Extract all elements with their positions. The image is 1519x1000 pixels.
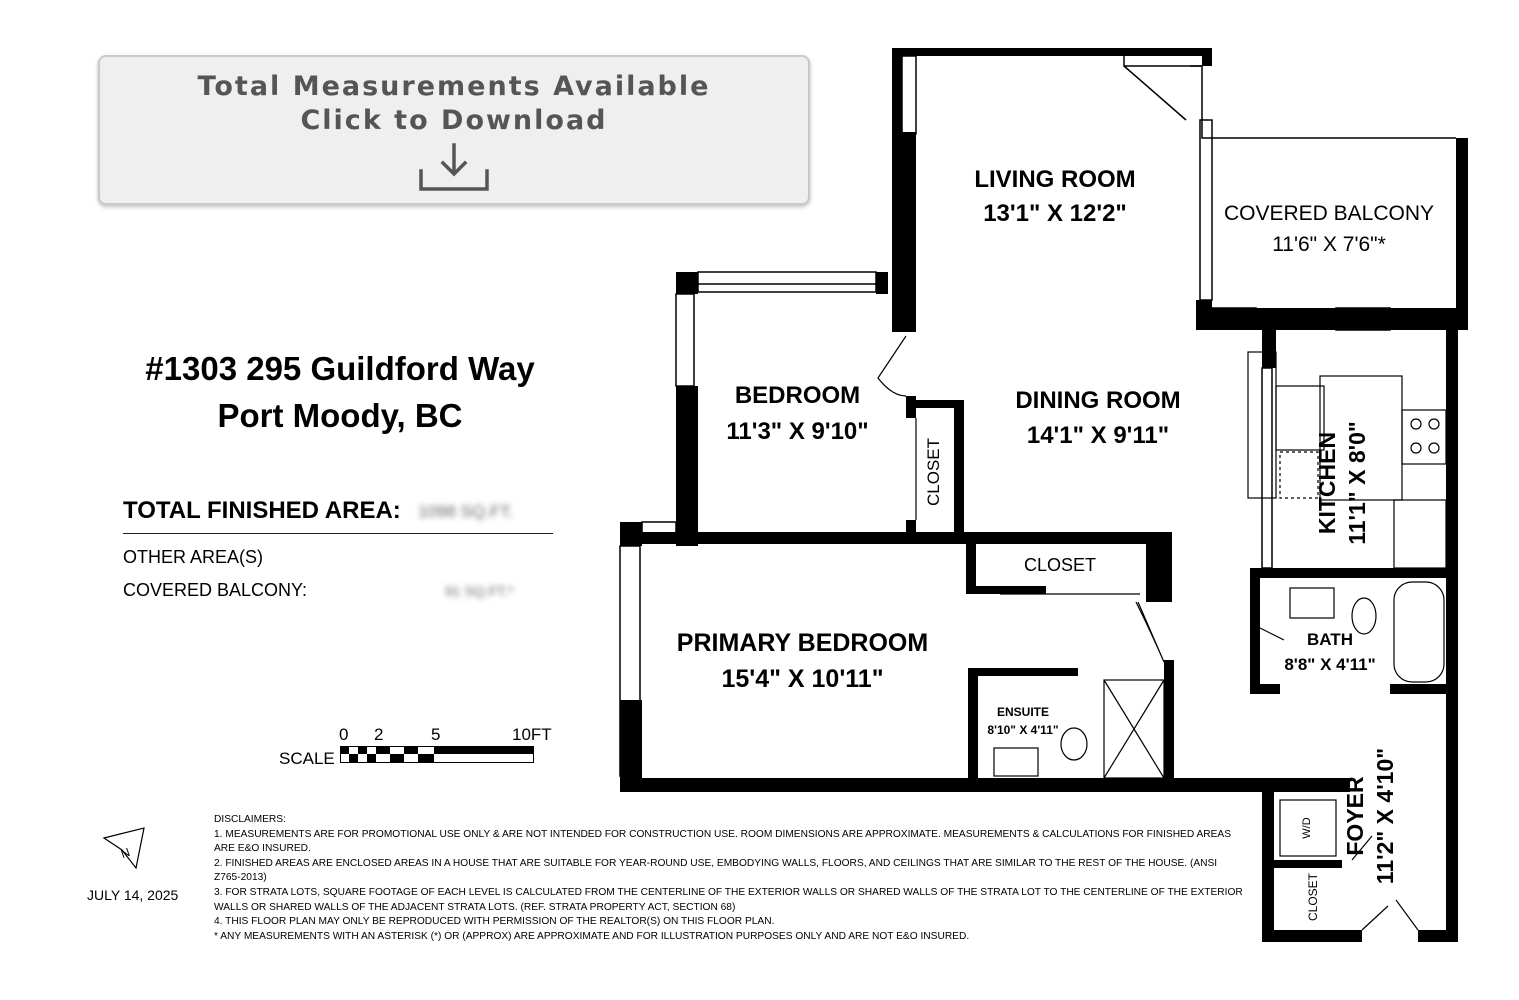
bath-dims: 8'8" X 4'11" — [1284, 655, 1376, 674]
other-areas-label: OTHER AREA(S) — [123, 547, 264, 567]
covered-balcony-dims: 11'6" X 7'6"* — [1272, 233, 1386, 256]
bedroom-name: BEDROOM — [734, 382, 861, 409]
disclaimer-item: 3. FOR STRATA LOTS, SQUARE FOOTAGE OF EACH LEVEL IS CALCULATED FROM THE CENTERLINE OF THE EXTERIOR WALLS OR SHARED WALLS OF THE STRATA LOT TO THE CENTERLINE OF THE EXTERIOR WALLS OR SHARED WALLS OF THE ADJACENT STRATA LOTS. (REF. STRATA PROPERTY ACT, SECTION 68) — [214, 886, 1243, 913]
disclaimer-item: * ANY MEASUREMENTS WITH AN ASTERISK (*) OR (APPROX) ARE APPROXIMATE AND FOR ILLUSTRATION PURPOSES ONLY AND ARE NOT E&O INSURED. — [214, 930, 970, 942]
bath-name: BATH — [1307, 630, 1353, 649]
covered-balcony-name: COVERED BALCONY — [1223, 202, 1435, 225]
download-subtitle: Click to Download — [300, 105, 608, 136]
kitchen-name: KITCHEN — [1314, 431, 1340, 535]
address-line-2: Port Moody, BC — [217, 397, 463, 434]
scale-label: SCALE — [279, 749, 335, 768]
primary-bedroom-name: PRIMARY BEDROOM — [676, 629, 929, 657]
primary-closet-label: CLOSET — [1023, 555, 1097, 575]
bedroom-dims: 11'3" X 9'10" — [726, 418, 869, 445]
scale-tick-5: 5 — [431, 725, 441, 744]
kitchen-dims: 11'1" X 8'0" — [1344, 421, 1370, 545]
compass-north-letter: N — [118, 844, 132, 862]
scale-tick-10: 10FT — [512, 725, 552, 744]
dining-room-name: DINING ROOM — [1015, 387, 1181, 414]
scale-tick-2: 2 — [374, 725, 384, 744]
foyer-label — [1340, 736, 1400, 896]
primary-bedroom-dims: 15'4" X 10'11" — [721, 665, 884, 693]
download-title: Total Measurements Available — [197, 71, 711, 102]
covered-balcony-label: COVERED BALCONY: — [123, 580, 308, 600]
total-finished-area-value: 1098 SQ.FT. — [418, 502, 514, 521]
address-line-1: #1303 295 Guildford Way — [145, 350, 535, 387]
ensuite-dims: 8'10" X 4'11" — [987, 723, 1059, 737]
dining-room-dims: 14'1" X 9'11" — [1026, 422, 1170, 449]
disclaimers-title: DISCLAIMERS: — [214, 814, 286, 825]
foyer-dims: 11'2" X 4'10" — [1372, 747, 1398, 885]
living-room-dims: 13'1" X 12'2" — [983, 200, 1127, 227]
kitchen-label — [1312, 403, 1372, 563]
total-finished-area-label: TOTAL FINISHED AREA: — [123, 497, 401, 524]
scale-tick-0: 0 — [339, 725, 349, 744]
washer-dryer-label: W/D — [1301, 817, 1313, 839]
covered-balcony-value: 91 SQ.FT.* — [445, 583, 514, 599]
disclaimer-item: 1. MEASUREMENTS ARE FOR PROMOTIONAL USE ONLY & ARE NOT INTENDED FOR CONSTRUCTION USE. ROOM DIMENSIONS ARE APPROXIMATE. MEASUREMENTS & CALCULATIONS FOR FINISHED AREAS ARE E&O INSURED. — [214, 828, 1232, 855]
ensuite-name: ENSUITE — [996, 705, 1049, 719]
foyer-name: FOYER — [1342, 776, 1368, 856]
disclaimer-item: 2. FINISHED AREAS ARE ENCLOSED AREAS IN A HOUSE THAT ARE SUITABLE FOR YEAR-ROUND USE, EMBODYING WALLS, FLOORS, AND CEILINGS THAT ARE SIMILAR TO THE REST OF THE HOUSE. (ANSI Z765-2013) — [214, 857, 1218, 884]
plan-date: JULY 14, 2025 — [87, 887, 179, 903]
disclaimer-item: 4. THIS FLOOR PLAN MAY ONLY BE REPRODUCED WITH PERMISSION OF THE REALTOR(S) ON THIS FLOOR PLAN. — [214, 916, 775, 928]
foyer-closet-label: CLOSET — [1306, 873, 1320, 922]
bedroom-closet-label: CLOSET — [924, 437, 943, 507]
living-room-name: LIVING ROOM — [974, 166, 1136, 193]
disclaimers — [214, 813, 1244, 944]
